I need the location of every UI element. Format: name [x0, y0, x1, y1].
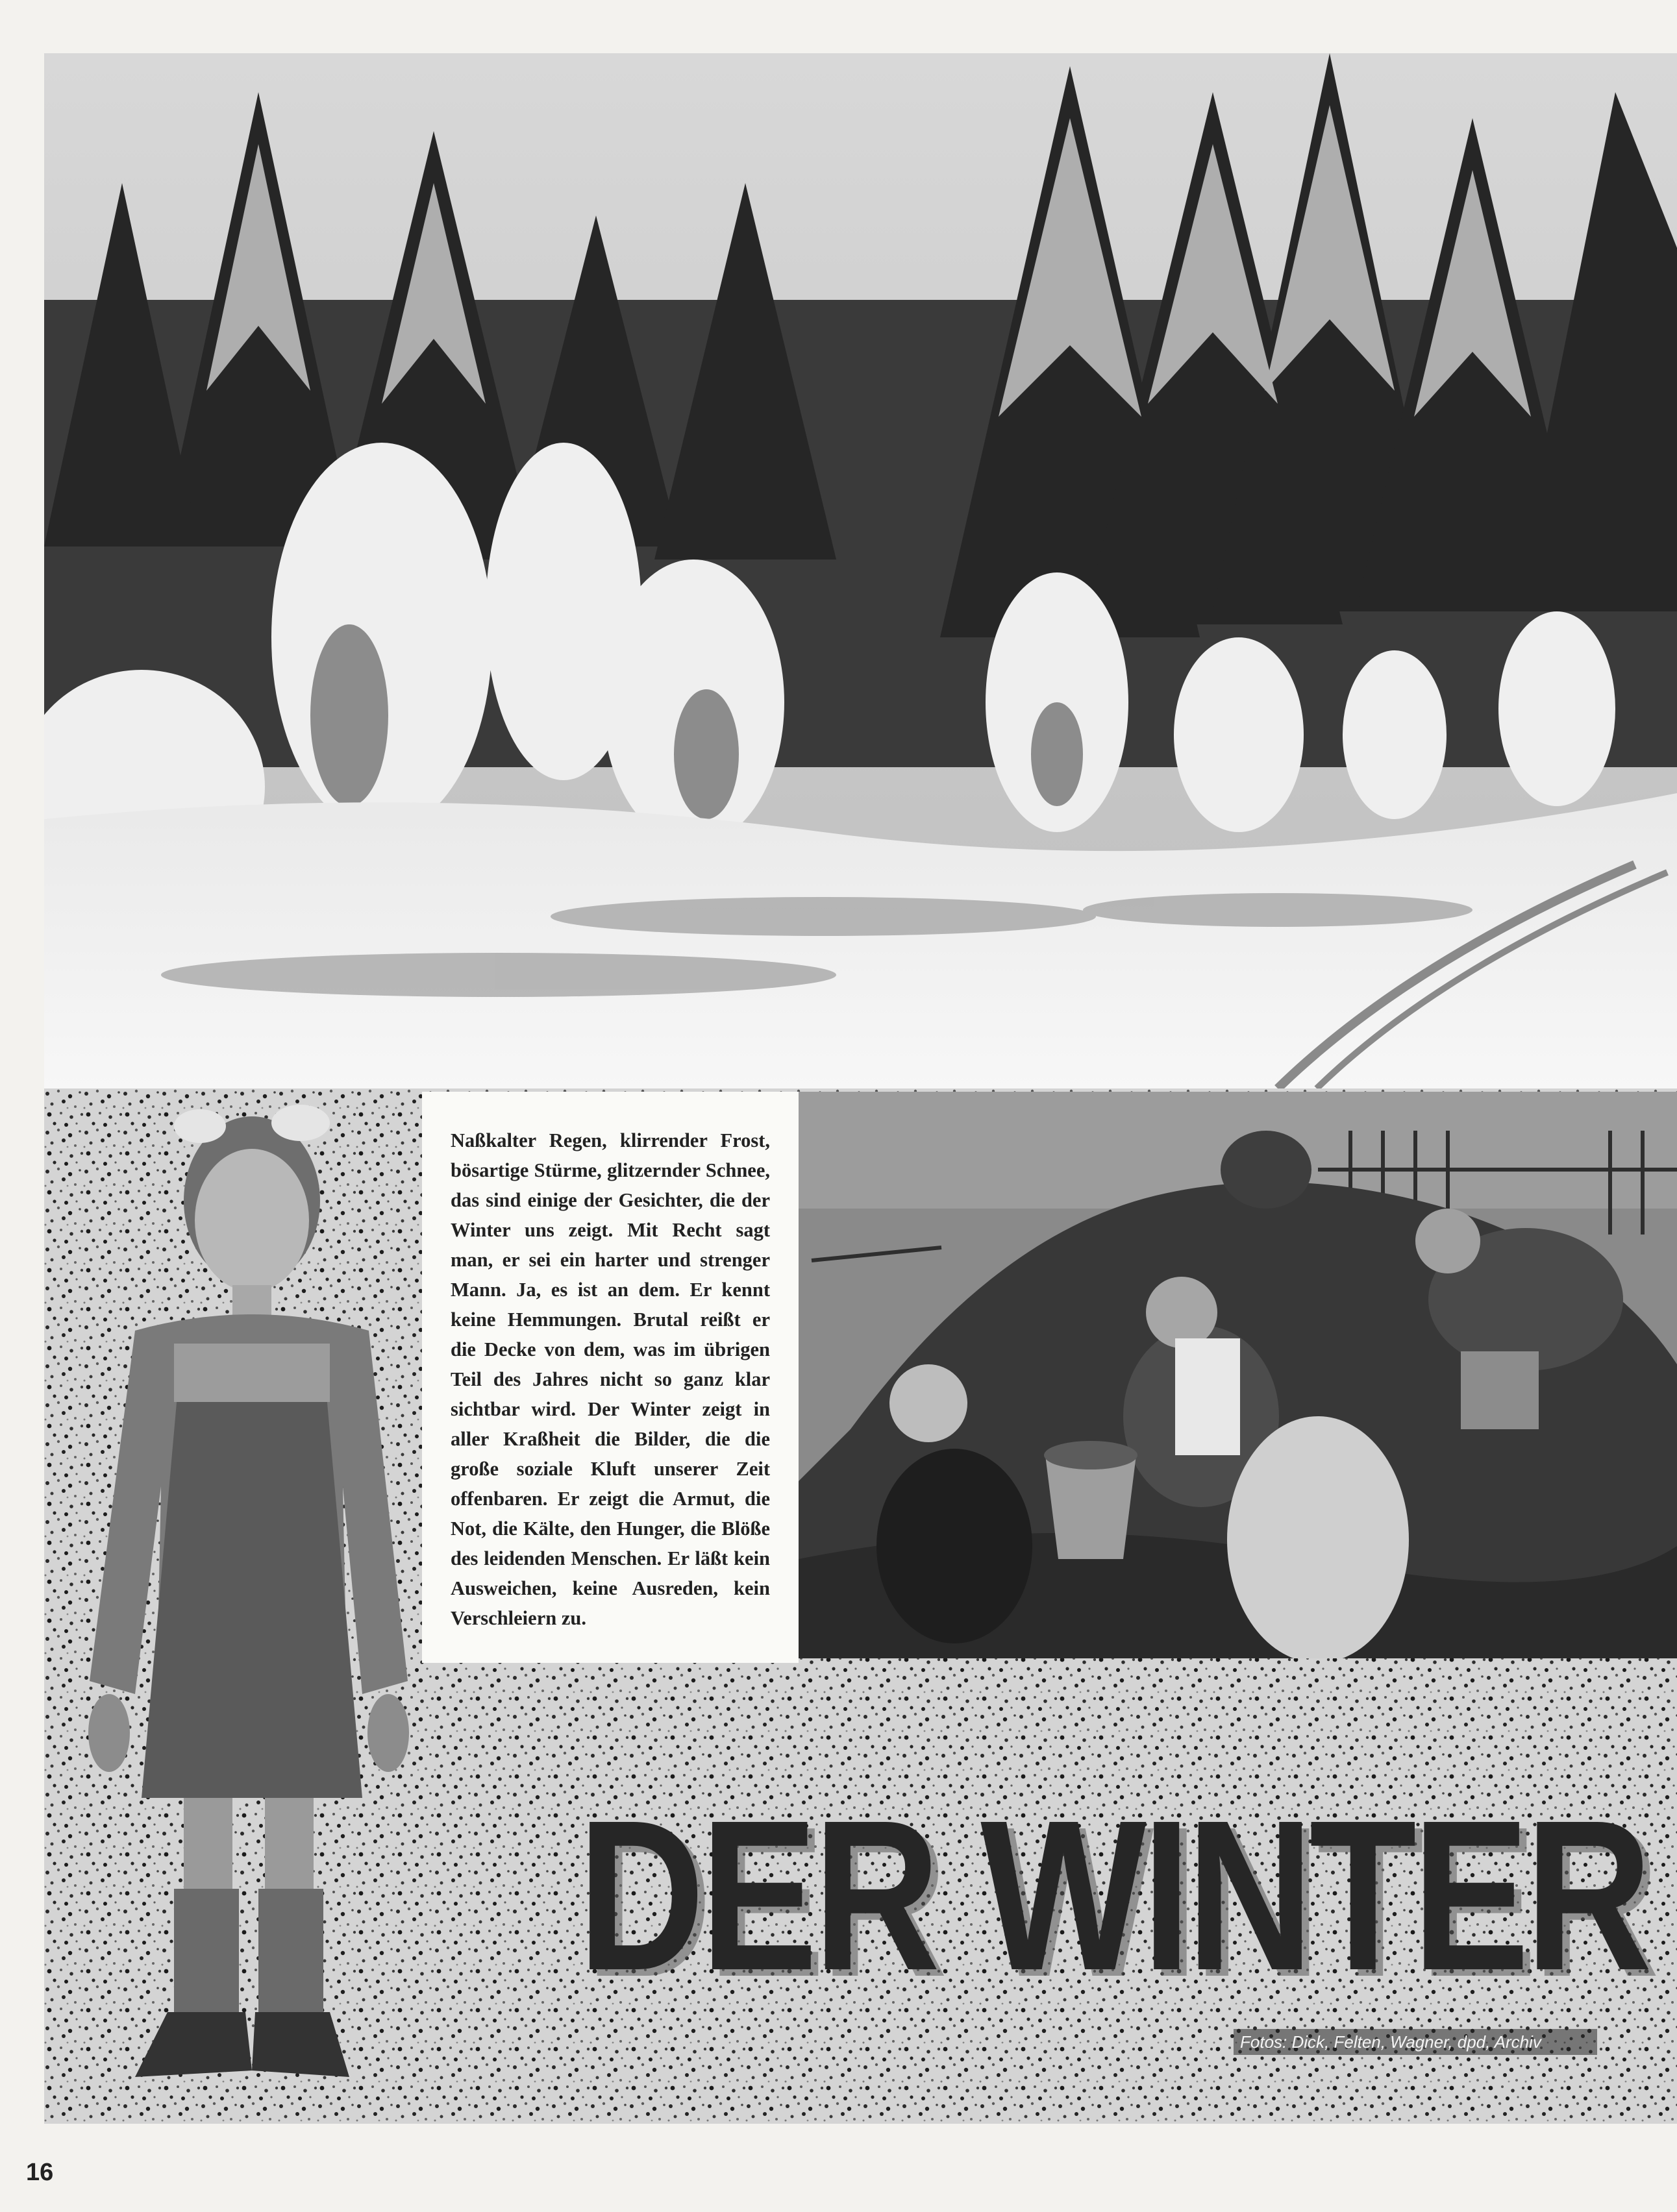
headline: DER WINTER: [578, 1775, 1648, 2015]
coal-gathering-photo: [799, 1092, 1677, 1658]
snow-forest-photo: [44, 53, 1677, 1088]
page-number: 16: [26, 2159, 54, 2186]
article-text-box: [422, 1092, 799, 1663]
photo-credit: Fotos: Dick, Felten, Wagner, dpd, Archiv: [1234, 2029, 1597, 2055]
article-body: Naßkalter Regen, klirrender Frost, bösartige Stürme, glitzernder Schnee, das sind einige der Gesichter, die der Winter uns zeigt. Mit Recht sagt man, er sei ein harter und strenger Mann. Ja, es ist an dem. Er kennt keine Hemmungen. Brutal reißt er die Decke von dem, was im übrigen Teil des Jahres nicht so ganz klar sichtbar wird. Der Winter zeigt in aller Kraßheit die Bilder, die die große soziale Kluft unserer Zeit offenbaren. Er zeigt die Armut, die Not, die Kälte, den Hunger, die Blöße des leidenden Menschen. Er läßt kein Ausweichen, keine Ausreden, kein Verschleiern zu.: [451, 1129, 770, 1629]
child-photo: [57, 1097, 421, 2096]
